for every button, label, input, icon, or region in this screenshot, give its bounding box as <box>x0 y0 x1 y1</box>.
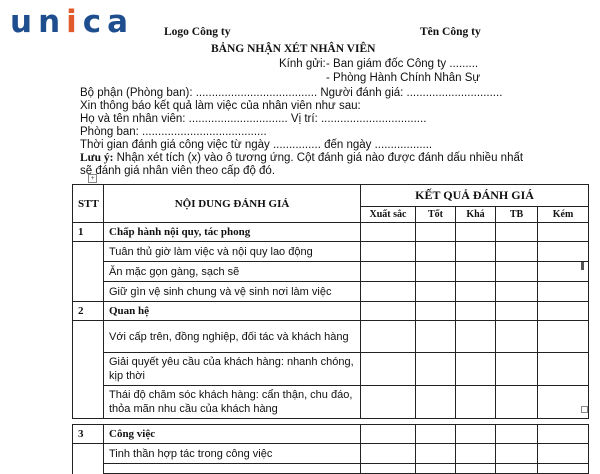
logo-text-un: un <box>10 4 67 40</box>
note-line-1 <box>80 151 523 165</box>
rating-cell[interactable] <box>456 386 496 419</box>
section-title: Chấp hành nội quy, tác phong <box>104 223 361 242</box>
rating-cell[interactable] <box>496 425 538 444</box>
rating-cell[interactable] <box>538 353 589 386</box>
logo-text-a: a <box>107 4 135 40</box>
rating-average: TB <box>496 207 538 223</box>
rating-cell[interactable] <box>416 425 456 444</box>
rating-cell[interactable] <box>538 321 589 353</box>
rating-cell[interactable] <box>456 242 496 262</box>
rating-cell[interactable] <box>361 282 416 302</box>
rating-cell[interactable] <box>456 262 496 282</box>
rating-cell[interactable] <box>361 425 416 444</box>
rating-cell[interactable] <box>416 386 456 419</box>
rating-cell[interactable] <box>361 386 416 419</box>
criterion-text: Ăn mặc gọn gàng, sạch sẽ <box>104 262 361 282</box>
rating-cell[interactable] <box>538 242 589 262</box>
company-label: Tên Công ty <box>420 26 481 38</box>
rating-cell[interactable] <box>416 282 456 302</box>
rating-cell[interactable] <box>496 223 538 242</box>
note-label: Lưu ý: <box>80 152 114 164</box>
rating-cell[interactable] <box>361 302 416 321</box>
rating-cell[interactable] <box>361 444 416 464</box>
period-field: Thời gian đánh giá công việc từ ngày ............... đến ngày .................. <box>80 139 433 151</box>
table-resize-icon[interactable] <box>581 406 588 413</box>
rating-cell[interactable] <box>361 353 416 386</box>
logo-text-i: i <box>66 4 83 40</box>
criterion-text: Tinh thần hợp tác trong công việc <box>104 444 361 464</box>
rating-cell[interactable] <box>496 444 538 464</box>
section-row <box>73 425 589 444</box>
department-field: Bộ phận (Phòng ban): ...................................... Người đánh giá: .............................. <box>80 87 503 99</box>
rating-cell[interactable] <box>496 321 538 353</box>
criterion-text: Thái độ chăm sóc khách hàng: cẩn thận, chu đáo, thỏa mãn nhu cầu của khách hàng <box>104 386 361 419</box>
rating-cell[interactable] <box>538 282 589 302</box>
note-text: Nhận xét tích (x) vào ô tương ứng. Cột đánh giá nào được đánh dấu nhiều nhất <box>113 152 524 164</box>
evaluation-table <box>72 184 589 474</box>
rating-cell[interactable] <box>416 262 456 282</box>
header-stt: STT <box>73 185 104 223</box>
header-result: KẾT QUẢ ĐÁNH GIÁ <box>361 185 589 207</box>
rating-poor: Kém <box>538 207 589 223</box>
rating-cell[interactable] <box>538 444 589 464</box>
rating-cell[interactable] <box>538 386 589 419</box>
section-title: Công việc <box>104 425 361 444</box>
rating-cell[interactable] <box>456 353 496 386</box>
criterion-row <box>73 321 589 353</box>
rating-cell[interactable] <box>361 223 416 242</box>
section-number: 2 <box>73 302 104 321</box>
criterion-row <box>73 444 589 464</box>
rating-cell[interactable] <box>538 223 589 242</box>
rating-cell[interactable] <box>496 302 538 321</box>
recipient-line-1: - Ban giám đốc Công ty ......... <box>326 58 479 70</box>
rating-cell[interactable] <box>496 282 538 302</box>
criterion-text: Giữ gìn vệ sinh chung và vệ sinh nơi làm việc <box>104 282 361 302</box>
criterion-row <box>73 464 589 474</box>
rating-cell[interactable] <box>416 321 456 353</box>
rating-cell[interactable] <box>361 262 416 282</box>
criterion-text: Tuân thủ giờ làm việc và nội quy lao động <box>104 242 361 262</box>
section-number: 3 <box>73 425 104 444</box>
criterion-row <box>73 353 589 386</box>
rating-cell[interactable] <box>456 444 496 464</box>
rating-cell[interactable] <box>496 262 538 282</box>
rating-cell[interactable] <box>538 425 589 444</box>
rating-excellent: Xuất sắc <box>361 207 416 223</box>
rating-cell[interactable] <box>416 223 456 242</box>
rating-cell[interactable] <box>496 386 538 419</box>
section-number: 1 <box>73 223 104 242</box>
section-title: Quan hệ <box>104 302 361 321</box>
recipient-label: Kính gửi: <box>279 58 326 70</box>
section-row <box>73 302 589 321</box>
rating-cell[interactable] <box>361 321 416 353</box>
rating-cell[interactable] <box>456 321 496 353</box>
rating-cell[interactable] <box>496 353 538 386</box>
rating-cell[interactable] <box>416 242 456 262</box>
recipient-line-2: - Phòng Hành Chính Nhân Sự <box>326 72 481 84</box>
intro-text: Xin thông báo kết quả làm việc của nhân viên như sau: <box>80 100 361 112</box>
document-title: BẢNG NHẬN XÉT NHÂN VIÊN <box>211 43 376 55</box>
rating-good: Tốt <box>416 207 456 223</box>
rating-fair: Khá <box>456 207 496 223</box>
rating-cell[interactable] <box>416 444 456 464</box>
rating-cell[interactable] <box>416 302 456 321</box>
column-resize-handle[interactable] <box>581 262 584 270</box>
rating-cell[interactable] <box>456 223 496 242</box>
rating-cell[interactable] <box>416 353 456 386</box>
section-row <box>73 223 589 242</box>
logo-label: Logo Công ty <box>164 26 231 38</box>
rating-cell[interactable] <box>456 282 496 302</box>
rating-cell[interactable] <box>456 302 496 321</box>
rating-cell[interactable] <box>361 242 416 262</box>
logo-text-c: c <box>82 4 108 40</box>
note-line-2: sẽ đánh giá nhân viên theo cấp độ đó. <box>80 165 276 177</box>
criterion-row <box>73 282 589 302</box>
criterion-row <box>73 262 589 282</box>
header-content: NỘI DUNG ĐÁNH GIÁ <box>104 185 361 223</box>
table-move-icon[interactable]: + <box>88 174 97 183</box>
rating-cell[interactable] <box>456 425 496 444</box>
criterion-text: Giải quyết yêu cầu của khách hàng: nhanh chóng, kịp thời <box>104 353 361 386</box>
employee-field: Họ và tên nhân viên: ............................... Vị trí: ................................. <box>80 113 427 125</box>
dept-field: Phòng ban: ....................................... <box>80 126 267 138</box>
unica-logo <box>10 4 134 40</box>
rating-cell[interactable] <box>496 242 538 262</box>
rating-cell[interactable] <box>538 302 589 321</box>
criterion-row <box>73 386 589 419</box>
criterion-row <box>73 242 589 262</box>
criterion-text: Với cấp trên, đồng nghiệp, đối tác và khách hàng <box>104 321 361 353</box>
